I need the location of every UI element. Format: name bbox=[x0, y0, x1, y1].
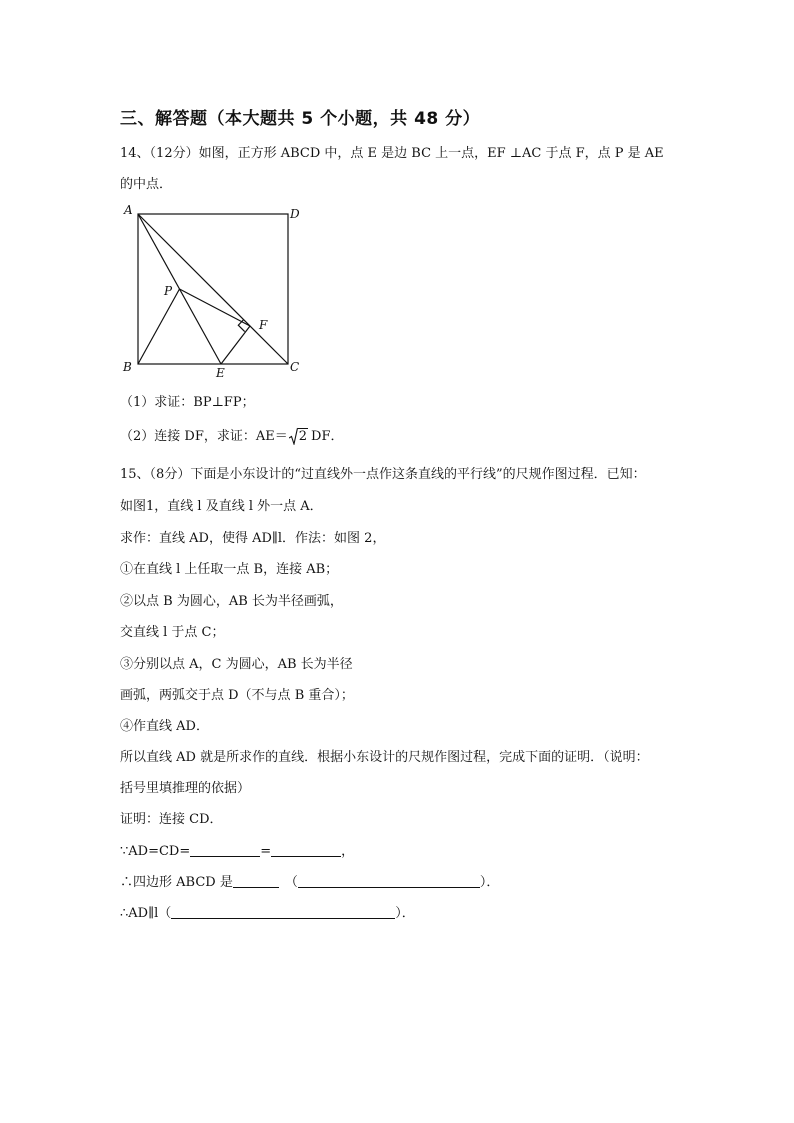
q15-line2: 如图1，直线 l 及直线 l 外一点 A． bbox=[120, 499, 323, 514]
proof2-close: ）． bbox=[479, 875, 500, 890]
label-b: B bbox=[123, 360, 132, 374]
q15-line1: 15、（8分）下面是小东设计的“过直线外一点作这条直线的平行线”的尺规作图过程．已知： bbox=[120, 467, 646, 482]
q14-part2-suffix: DF． bbox=[311, 429, 344, 444]
label-a: A bbox=[124, 203, 133, 217]
proof2-prefix: ∴四边形 ABCD 是 bbox=[120, 875, 233, 890]
label-c: C bbox=[290, 360, 300, 374]
label-f: F bbox=[259, 318, 268, 332]
q15-step1: ①在直线 l 上任取一点 B，连接 AB； bbox=[120, 562, 339, 577]
q14-part1: （1）求证：BP⊥FP； bbox=[120, 395, 255, 410]
label-d: D bbox=[290, 207, 300, 221]
radical-icon bbox=[289, 427, 298, 445]
q15-proof-line2 bbox=[120, 874, 499, 892]
label-p: P bbox=[164, 284, 173, 298]
q15-line3: 求作：直线 AD，使得 AD∥l．作法：如图 2， bbox=[120, 531, 386, 546]
q15-conclusion2: 括号里填推理的依据） bbox=[120, 781, 251, 796]
proof1-blank2[interactable] bbox=[271, 843, 341, 857]
q14-part2-prefix: （2）连接 DF，求证：AE＝ bbox=[120, 429, 288, 444]
proof3-blank[interactable] bbox=[171, 905, 395, 919]
q15-step4: ④作直线 AD． bbox=[120, 719, 209, 734]
sqrt-radicand: 2 bbox=[298, 429, 308, 444]
q14-line1: 14、（12分）如图，正方形 ABCD 中，点 E 是边 BC 上一点，EF ⊥AC 于点 F，点 P 是 AE bbox=[120, 146, 664, 161]
proof2-blank1[interactable] bbox=[233, 874, 279, 888]
q15-step2b: 交直线 l 于点 C； bbox=[120, 625, 225, 640]
section-title: 三、解答题（本大题共 5 个小题，共 48 分） bbox=[120, 109, 481, 129]
right-angle-mark bbox=[238, 320, 244, 332]
proof2-open: （ bbox=[284, 875, 298, 890]
q15-proof-title: 证明：连接 CD． bbox=[120, 812, 223, 827]
proof1-blank1[interactable] bbox=[190, 843, 260, 857]
proof2-blank2[interactable] bbox=[298, 874, 480, 888]
q15-step3b: 画弧，两弧交于点 D（不与点 B 重合）； bbox=[120, 688, 354, 703]
proof1-eq: = bbox=[260, 844, 272, 859]
square-diagram bbox=[118, 200, 318, 385]
q15-step2a: ②以点 B 为圆心，AB 长为半径画弧， bbox=[120, 594, 343, 609]
proof1-prefix: ∵AD=CD= bbox=[120, 844, 191, 859]
segment-ef bbox=[221, 326, 250, 364]
proof3-close: ）． bbox=[395, 906, 415, 921]
q15-conclusion1: 所以直线 AD 就是所求作的直线．根据小东设计的尺规作图过程，完成下面的证明．（说明： bbox=[120, 750, 649, 765]
diagonal-ac bbox=[138, 214, 288, 364]
proof1-suffix: ， bbox=[341, 844, 355, 859]
q14-part2 bbox=[120, 428, 343, 446]
proof3-prefix: ∴AD∥l（ bbox=[120, 906, 172, 921]
sqrt-sign bbox=[289, 428, 308, 446]
label-e: E bbox=[216, 366, 225, 380]
q15-proof-line1 bbox=[120, 843, 354, 861]
segment-bp bbox=[138, 289, 180, 364]
q15-proof-line3 bbox=[120, 905, 415, 923]
q15-step3a: ③分别以点 A，C 为圆心，AB 长为半径 bbox=[120, 657, 353, 672]
q14-line2: 的中点． bbox=[120, 177, 173, 192]
q14-figure bbox=[118, 200, 318, 385]
